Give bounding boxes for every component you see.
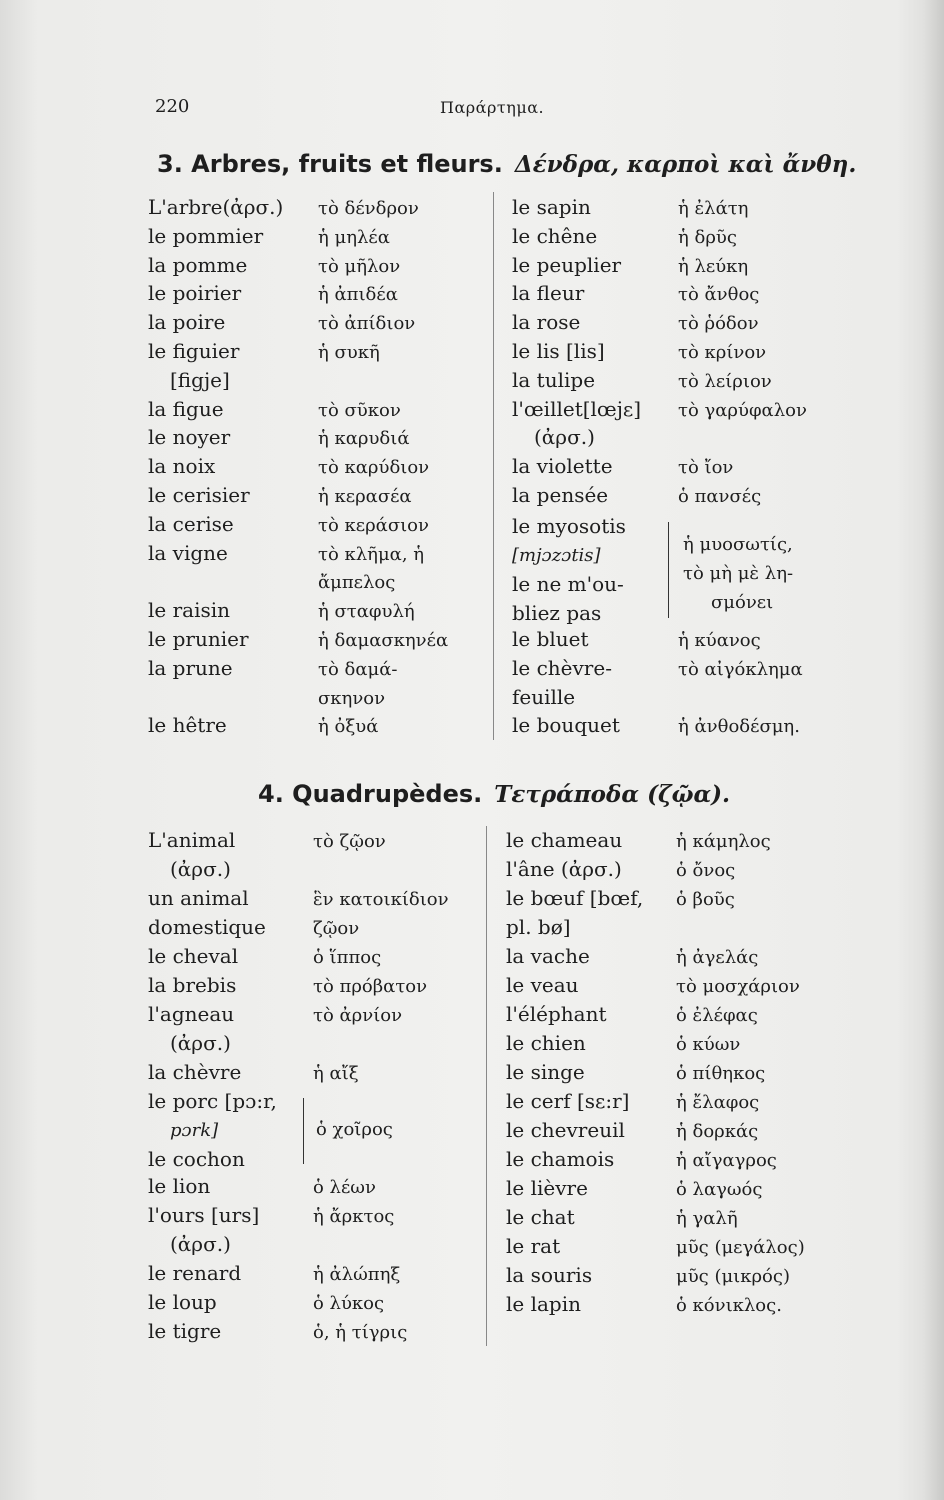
- column-divider: [486, 826, 487, 1346]
- greek-term: ἡ κάμηλος: [676, 831, 771, 852]
- porc-gr: ὁ χοῖρος: [316, 1119, 393, 1140]
- porc-brace: [303, 1098, 304, 1164]
- greek-term: ἡ αἴξ: [313, 1063, 359, 1084]
- entry-row: [148, 1058, 449, 1087]
- entry-row: [148, 366, 448, 395]
- french-term: pl. bø]: [506, 915, 571, 939]
- greek-term: ἡ λεύκη: [678, 255, 749, 277]
- section-3-left-list: [148, 193, 448, 740]
- french-term: le sapin: [512, 195, 591, 219]
- french-term: (ἀρσ.): [170, 1232, 231, 1256]
- myosotis-gr-line: σμόνει: [711, 592, 774, 613]
- greek-term: ἡ ἀπιδέα: [318, 284, 398, 306]
- entry-row: [148, 1201, 407, 1230]
- french-term: le prunier: [148, 626, 249, 651]
- entry-row: [148, 337, 448, 366]
- greek-term: ὁ κύων: [676, 1034, 741, 1055]
- greek-term: ὁ λέων: [313, 1177, 376, 1198]
- greek-term: τὸ ἄνθος: [678, 284, 760, 306]
- greek-term: τὸ σῦκον: [318, 399, 401, 421]
- french-term: la pomme: [148, 252, 248, 277]
- section-3-right-tail-list: [512, 625, 803, 740]
- page-header: [0, 96, 944, 120]
- greek-term: ἡ γαλῆ: [676, 1208, 738, 1229]
- entry-row: [506, 1058, 805, 1087]
- french-term: le singe: [506, 1060, 585, 1084]
- page-edge: [924, 0, 944, 1500]
- entry-row: [148, 481, 448, 510]
- entry-row: [512, 222, 807, 251]
- greek-term: τὸ γαρύφαλον: [678, 399, 807, 421]
- french-term: le veau: [506, 973, 579, 997]
- section-3-title-gr: Δένδρα, καρποὶ καὶ ἄνθη.: [514, 151, 857, 178]
- myosotis-brace: [668, 522, 669, 618]
- entry-row: [148, 395, 448, 424]
- french-term: (ἀρσ.): [170, 1031, 231, 1055]
- porc-fr-line: pɔrk]: [170, 1120, 219, 1141]
- entry-row: [506, 884, 805, 913]
- entry-row: [148, 913, 449, 942]
- french-term: la brebis: [148, 973, 237, 997]
- entry-row: [148, 1230, 407, 1259]
- french-term: le rat: [506, 1234, 561, 1258]
- section-3-title-fr: 3. Arbres, fruits et fleurs.: [157, 150, 503, 178]
- entry-row: [506, 1261, 805, 1290]
- french-term: le bœuf [bœf,: [506, 886, 644, 910]
- entry-row: [148, 654, 448, 683]
- myosotis-entry: [512, 512, 626, 628]
- entry-row: [148, 1259, 407, 1288]
- entry-row: [148, 567, 448, 596]
- section-4-left-tail-list: [148, 1172, 407, 1346]
- french-term: la pensée: [512, 482, 609, 507]
- entry-row: [506, 1145, 805, 1174]
- french-term: la cerise: [148, 511, 234, 536]
- french-term: le pommier: [148, 223, 264, 248]
- entry-row: [512, 251, 807, 280]
- french-term: la souris: [506, 1263, 593, 1287]
- french-term: le figuier: [148, 338, 240, 363]
- entry-row: [506, 1290, 805, 1319]
- greek-term: ὁ λαγωός: [676, 1179, 763, 1200]
- french-term: le lapin: [506, 1292, 581, 1316]
- greek-term: τὸ κρίνον: [678, 341, 767, 363]
- porc-entry: [148, 1087, 277, 1174]
- myosotis-gr-line: τὸ μὴ μὲ λη-: [683, 563, 794, 584]
- french-term: le bluet: [512, 627, 589, 651]
- french-term: le poirier: [148, 281, 242, 306]
- entry-row: [506, 1203, 805, 1232]
- entry-row: [512, 481, 807, 510]
- entry-row: [148, 539, 448, 568]
- entry-row: [512, 279, 807, 308]
- french-term: l'éléphant: [506, 1002, 607, 1026]
- porc-fr-line: le cochon: [148, 1147, 245, 1171]
- french-term: le renard: [148, 1261, 242, 1285]
- section-4-left-list: [148, 826, 449, 1087]
- french-term: L'animal: [148, 828, 236, 852]
- french-term: la chèvre: [148, 1060, 242, 1084]
- french-term: la vigne: [148, 540, 228, 565]
- myosotis-gr-line: ἡ μυοσωτίς,: [683, 534, 793, 555]
- entry-row: [506, 1029, 805, 1058]
- entry-row: [506, 913, 805, 942]
- greek-term: τὸ αἰγόκλημα: [678, 658, 803, 680]
- greek-term: ἡ ἀγελάς: [676, 947, 759, 968]
- entry-row: [148, 251, 448, 280]
- french-term: la poire: [148, 310, 226, 335]
- entry-row: [506, 942, 805, 971]
- greek-term: τὸ ἴον: [678, 457, 734, 479]
- french-term: [figje]: [170, 367, 230, 392]
- entry-row: [512, 423, 807, 452]
- entry-row: [506, 1232, 805, 1261]
- french-term: (ἀρσ.): [170, 857, 231, 881]
- entry-row: [148, 193, 448, 222]
- entry-row: [512, 625, 803, 654]
- entry-row: [148, 855, 449, 884]
- entry-row: [148, 971, 449, 1000]
- french-term: L'arbre(ἀρσ.): [148, 195, 284, 219]
- entry-row: [512, 395, 807, 424]
- greek-term: τὸ μοσχάριον: [676, 976, 800, 997]
- french-term: la figue: [148, 396, 224, 421]
- french-term: le raisin: [148, 598, 231, 623]
- entry-row: [148, 596, 448, 625]
- entry-row: [148, 222, 448, 251]
- french-term: le chevreuil: [506, 1118, 625, 1142]
- entry-row: [506, 855, 805, 884]
- french-term: le tigre: [148, 1319, 222, 1343]
- entry-row: [512, 683, 803, 712]
- french-term: le chameau: [506, 828, 623, 852]
- french-term: la fleur: [512, 281, 585, 306]
- french-term: la violette: [512, 454, 613, 479]
- entry-row: [506, 826, 805, 855]
- french-term: le hêtre: [148, 713, 227, 738]
- french-term: le lièvre: [506, 1176, 588, 1200]
- french-term: le chêne: [512, 223, 598, 248]
- greek-term: ἡ δορκάς: [676, 1121, 759, 1142]
- greek-term: τὸ δαμά-: [318, 658, 398, 680]
- entry-row: [506, 1174, 805, 1203]
- page-number: 220: [155, 96, 190, 117]
- entry-row: [506, 1116, 805, 1145]
- porc-fr-line: le porc [pɔ:r,: [148, 1089, 277, 1113]
- french-term: le cheval: [148, 944, 239, 968]
- greek-term: ὁ ἐλέφας: [676, 1005, 758, 1026]
- greek-term: τὸ καρύδιον: [318, 457, 430, 479]
- greek-term: ὁ βοῦς: [676, 889, 735, 910]
- greek-term: ἡ δρῦς: [678, 226, 737, 248]
- french-term: le loup: [148, 1290, 217, 1314]
- greek-term: τὸ μῆλον: [318, 255, 401, 277]
- french-term: (ἀρσ.): [534, 425, 595, 450]
- french-term: l'œillet[lœjε]: [512, 396, 642, 421]
- greek-term: ἡ κερασέα: [318, 485, 412, 507]
- entry-row: [506, 1087, 805, 1116]
- entry-row: [512, 711, 803, 740]
- entry-row: [512, 452, 807, 481]
- greek-term: τὸ κεράσιον: [318, 514, 429, 536]
- french-term: l'ours [urs]: [148, 1203, 260, 1227]
- greek-term: ὁ λύκος: [313, 1293, 385, 1314]
- greek-term: ὁ, ἡ τίγρις: [313, 1322, 408, 1343]
- entry-row: [148, 279, 448, 308]
- entry-row: [148, 1172, 407, 1201]
- greek-term: μῦς (μικρός): [676, 1266, 790, 1287]
- french-term: le lion: [148, 1174, 211, 1198]
- greek-term: ἡ ἔλαφος: [676, 1092, 760, 1113]
- french-term: le cerisier: [148, 482, 250, 507]
- entry-row: [148, 1000, 449, 1029]
- entry-row: [148, 1317, 407, 1346]
- entry-row: [148, 625, 448, 654]
- greek-term: τὸ δένδρον: [318, 198, 419, 219]
- french-term: feuille: [512, 684, 576, 709]
- greek-term: ἡ αἴγαγρος: [676, 1150, 777, 1171]
- greek-term: τὸ ζῷον: [313, 831, 386, 852]
- myosotis-fr-line: [mjɔzɔtis]: [512, 545, 601, 566]
- greek-term: μῦς (μεγάλος): [676, 1237, 805, 1258]
- entry-row: [148, 308, 448, 337]
- french-term: domestique: [148, 915, 266, 939]
- section-4-right-list: [506, 826, 805, 1319]
- greek-term: ἄμπελος: [318, 572, 396, 594]
- french-term: le chamois: [506, 1147, 615, 1171]
- greek-term: ἡ συκῆ: [318, 341, 380, 363]
- greek-term: ὁ ἵππος: [313, 947, 382, 968]
- greek-term: τὸ κλῆμα, ἡ: [318, 543, 425, 565]
- french-term: le cerf [sε:r]: [506, 1089, 630, 1113]
- entry-row: [148, 683, 448, 712]
- french-term: la rose: [512, 310, 581, 335]
- french-term: la vache: [506, 944, 590, 968]
- entry-row: [512, 193, 807, 222]
- section-3-right-list: [512, 193, 807, 510]
- column-divider: [493, 192, 494, 740]
- entry-row: [148, 423, 448, 452]
- entry-row: [148, 942, 449, 971]
- greek-term: ἡ μηλέα: [318, 226, 390, 248]
- entry-row: [148, 711, 448, 740]
- french-term: la prune: [148, 655, 233, 680]
- entry-row: [148, 1029, 449, 1058]
- greek-term: ὁ πανσές: [678, 485, 762, 507]
- section-4-title-fr: 4. Quadrupèdes.: [258, 780, 483, 808]
- french-term: le chien: [506, 1031, 586, 1055]
- entry-row: [148, 1288, 407, 1317]
- greek-term: σκηνον: [318, 687, 386, 709]
- section-4-title: [258, 780, 730, 808]
- greek-term: ἡ ὀξυά: [318, 716, 379, 738]
- greek-term: ἡ σταφυλή: [318, 601, 415, 623]
- section-3-title: [157, 150, 856, 178]
- french-term: l'âne (ἀρσ.): [506, 857, 622, 881]
- french-term: le peuplier: [512, 252, 622, 277]
- entry-row: [148, 510, 448, 539]
- greek-term: ζῷον: [313, 918, 360, 939]
- french-term: la noix: [148, 454, 216, 479]
- myosotis-greek: [683, 530, 793, 617]
- section-4-title-gr: Τετράποδα (ζῷα).: [494, 781, 731, 808]
- greek-term: ἡ ἄρκτος: [313, 1206, 395, 1227]
- entry-row: [148, 452, 448, 481]
- greek-term: ἡ ἀνθοδέσμη.: [678, 716, 800, 738]
- myosotis-fr-line: le myosotis: [512, 514, 626, 538]
- greek-term: ἡ δαμασκηνέα: [318, 629, 449, 651]
- myosotis-fr-line: le ne m'ou-: [512, 572, 624, 596]
- french-term: le bouquet: [512, 713, 620, 738]
- greek-term: ἡ ἐλάτη: [678, 198, 749, 219]
- greek-term: ὁ πίθηκος: [676, 1063, 766, 1084]
- greek-term: τὸ ἀρνίον: [313, 1005, 403, 1026]
- french-term: le lis [lis]: [512, 338, 605, 363]
- entry-row: [148, 884, 449, 913]
- greek-term: ἡ κύανος: [678, 630, 761, 651]
- greek-term: τὸ ἀπίδιον: [318, 313, 416, 335]
- greek-term: ἡ ἀλώπηξ: [313, 1264, 401, 1285]
- french-term: la tulipe: [512, 367, 596, 392]
- entry-row: [506, 971, 805, 1000]
- entry-row: [506, 1000, 805, 1029]
- greek-term: τὸ πρόβατον: [313, 976, 428, 997]
- greek-term: ἡ καρυδιά: [318, 428, 410, 450]
- running-title: Παράρτημα.: [440, 98, 545, 117]
- entry-row: [512, 308, 807, 337]
- greek-term: ὁ ὄνος: [676, 860, 736, 881]
- myosotis-fr-line: bliez pas: [512, 601, 602, 625]
- greek-term: ἓν κατοικίδιον: [313, 889, 449, 910]
- porc-greek: [316, 1115, 393, 1144]
- entry-row: [148, 826, 449, 855]
- french-term: le chat: [506, 1205, 575, 1229]
- entry-row: [512, 337, 807, 366]
- greek-term: τὸ λείριον: [678, 370, 772, 392]
- french-term: l'agneau: [148, 1002, 235, 1026]
- greek-term: τὸ ῥόδον: [678, 313, 759, 335]
- greek-term: ὁ κόνικλος.: [676, 1295, 782, 1316]
- entry-row: [512, 366, 807, 395]
- french-term: le chèvre-: [512, 655, 612, 680]
- french-term: le noyer: [148, 425, 231, 450]
- french-term: un animal: [148, 886, 249, 910]
- entry-row: [512, 654, 803, 683]
